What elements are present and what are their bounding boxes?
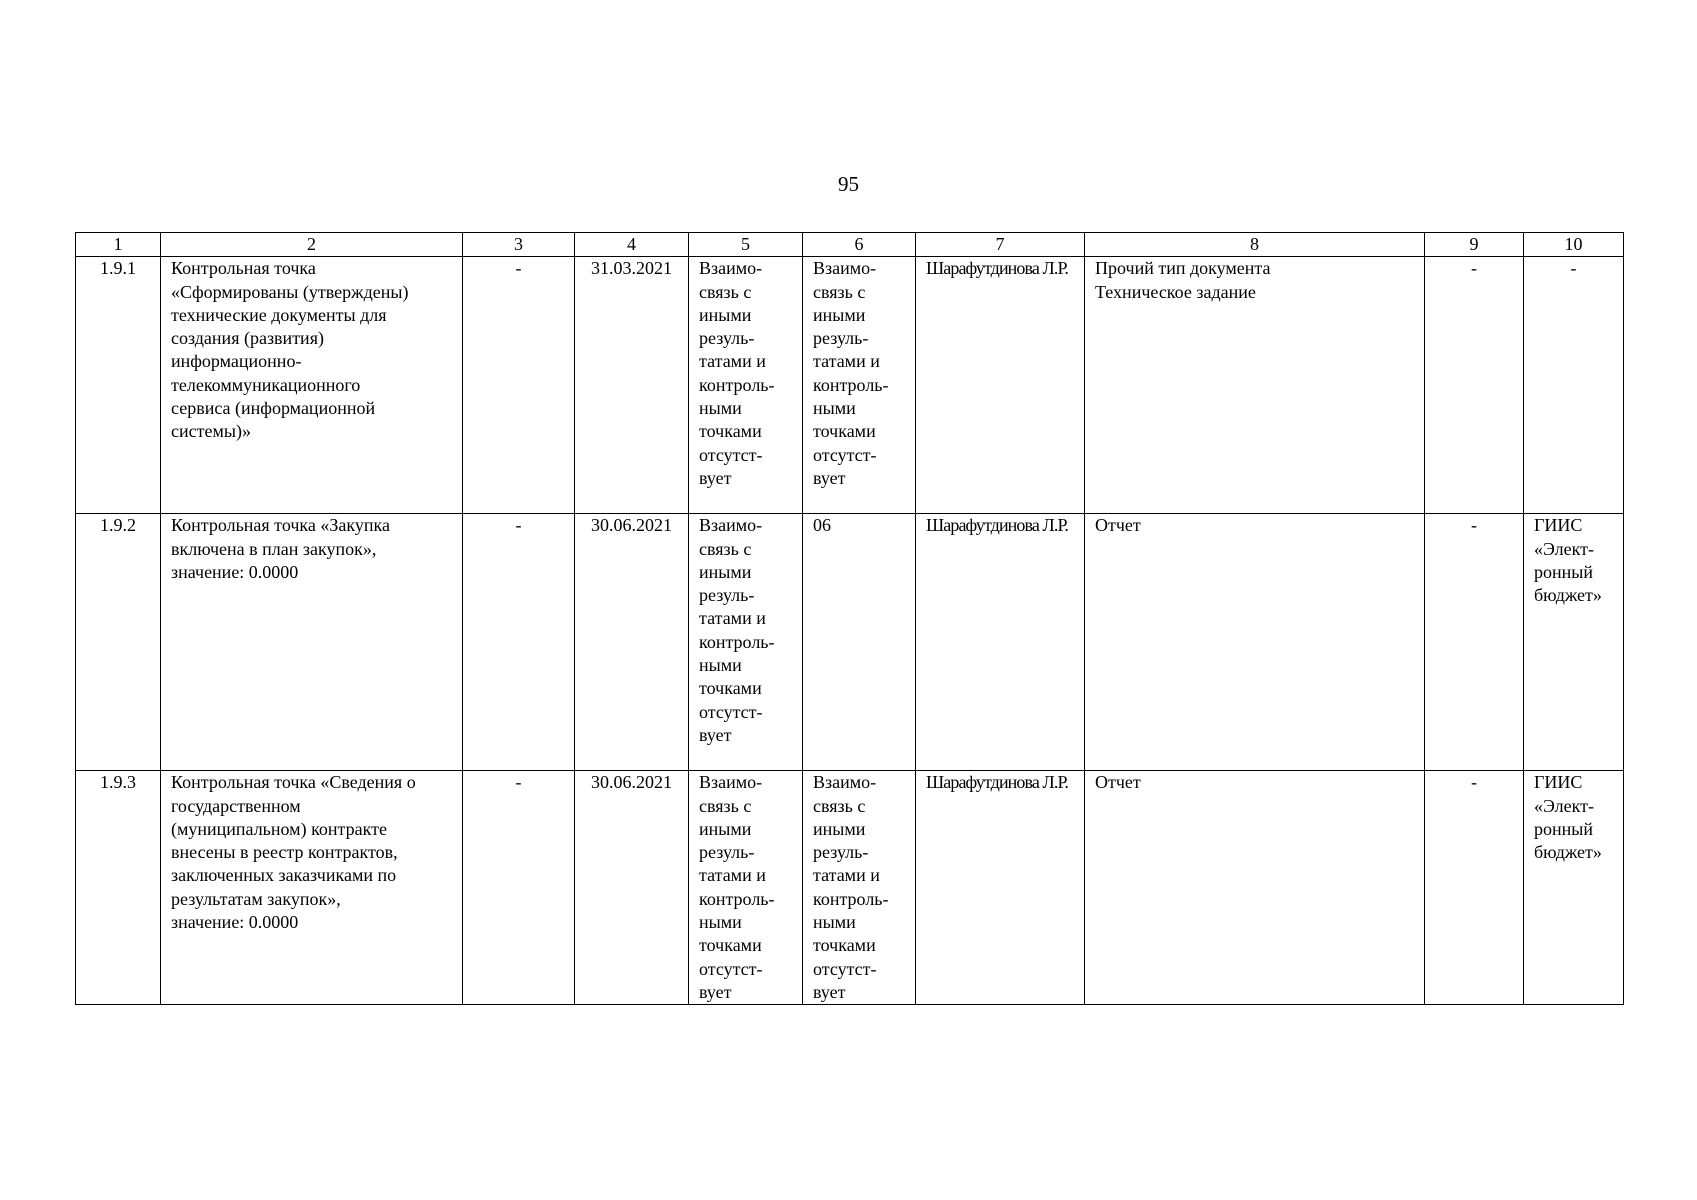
table-body xyxy=(76,257,1624,1005)
deadline-date: 30.06.2021 xyxy=(575,514,689,771)
control-point-name: Контрольная точка «Закупка включена в план закупок», значение: 0.0000 xyxy=(161,514,463,771)
document-type: Отчет xyxy=(1085,771,1425,1005)
column-6-value: Взаимо- связь с иными резуль- татами и контроль- ными точками отсутст- вует xyxy=(803,771,916,1005)
table-row xyxy=(76,514,1624,771)
header-col-9: 9 xyxy=(1425,233,1524,257)
column-9-value: - xyxy=(1425,514,1524,771)
page-number: 95 xyxy=(838,172,859,196)
column-9-value: - xyxy=(1425,771,1524,1005)
column-5-value: Взаимо- связь с иными резуль- татами и контроль- ными точками отсутст- вует xyxy=(689,514,803,771)
header-col-1: 1 xyxy=(76,233,161,257)
deadline-date: 31.03.2021 xyxy=(575,257,689,514)
information-system: - xyxy=(1524,257,1624,514)
table-row xyxy=(76,771,1624,1005)
header-row xyxy=(76,233,1624,257)
row-number: 1.9.2 xyxy=(76,514,161,771)
deadline-date: 30.06.2021 xyxy=(575,771,689,1005)
row-number: 1.9.3 xyxy=(76,771,161,1005)
control-points-table xyxy=(75,232,1624,1005)
header-col-4: 4 xyxy=(575,233,689,257)
responsible-person: Шарафутдинова Л.Р. xyxy=(916,257,1085,514)
column-6-value: 06 xyxy=(803,514,916,771)
table-row xyxy=(76,257,1624,514)
information-system: ГИИС «Элект- ронный бюджет» xyxy=(1524,514,1624,771)
responsible-person: Шарафутдинова Л.Р. xyxy=(916,514,1085,771)
header-col-3: 3 xyxy=(463,233,575,257)
column-3-value: - xyxy=(463,257,575,514)
responsible-person: Шарафутдинова Л.Р. xyxy=(916,771,1085,1005)
header-col-2: 2 xyxy=(161,233,463,257)
control-point-name: Контрольная точка «Сформированы (утверждены) технические документы для создания (развития) информационно- телекоммуникационного сервиса (информационной системы)» xyxy=(161,257,463,514)
control-point-name: Контрольная точка «Сведения о государственном (муниципальном) контракте внесены в реестр контрактов, заключенных заказчиками по результатам закупок», значение: 0.0000 xyxy=(161,771,463,1005)
information-system: ГИИС «Элект- ронный бюджет» xyxy=(1524,771,1624,1005)
header-col-8: 8 xyxy=(1085,233,1425,257)
column-5-value: Взаимо- связь с иными резуль- татами и контроль- ными точками отсутст- вует xyxy=(689,257,803,514)
header-col-7: 7 xyxy=(916,233,1085,257)
column-6-value: Взаимо- связь с иными резуль- татами и контроль- ными точками отсутст- вует xyxy=(803,257,916,514)
column-3-value: - xyxy=(463,514,575,771)
row-number: 1.9.1 xyxy=(76,257,161,514)
column-9-value: - xyxy=(1425,257,1524,514)
table-header xyxy=(76,233,1624,257)
header-col-10: 10 xyxy=(1524,233,1624,257)
document-type: Отчет xyxy=(1085,514,1425,771)
column-3-value: - xyxy=(463,771,575,1005)
header-col-6: 6 xyxy=(803,233,916,257)
header-col-5: 5 xyxy=(689,233,803,257)
document-type: Прочий тип документа Техническое задание xyxy=(1085,257,1425,514)
column-5-value: Взаимо- связь с иными резуль- татами и контроль- ными точками отсутст- вует xyxy=(689,771,803,1005)
